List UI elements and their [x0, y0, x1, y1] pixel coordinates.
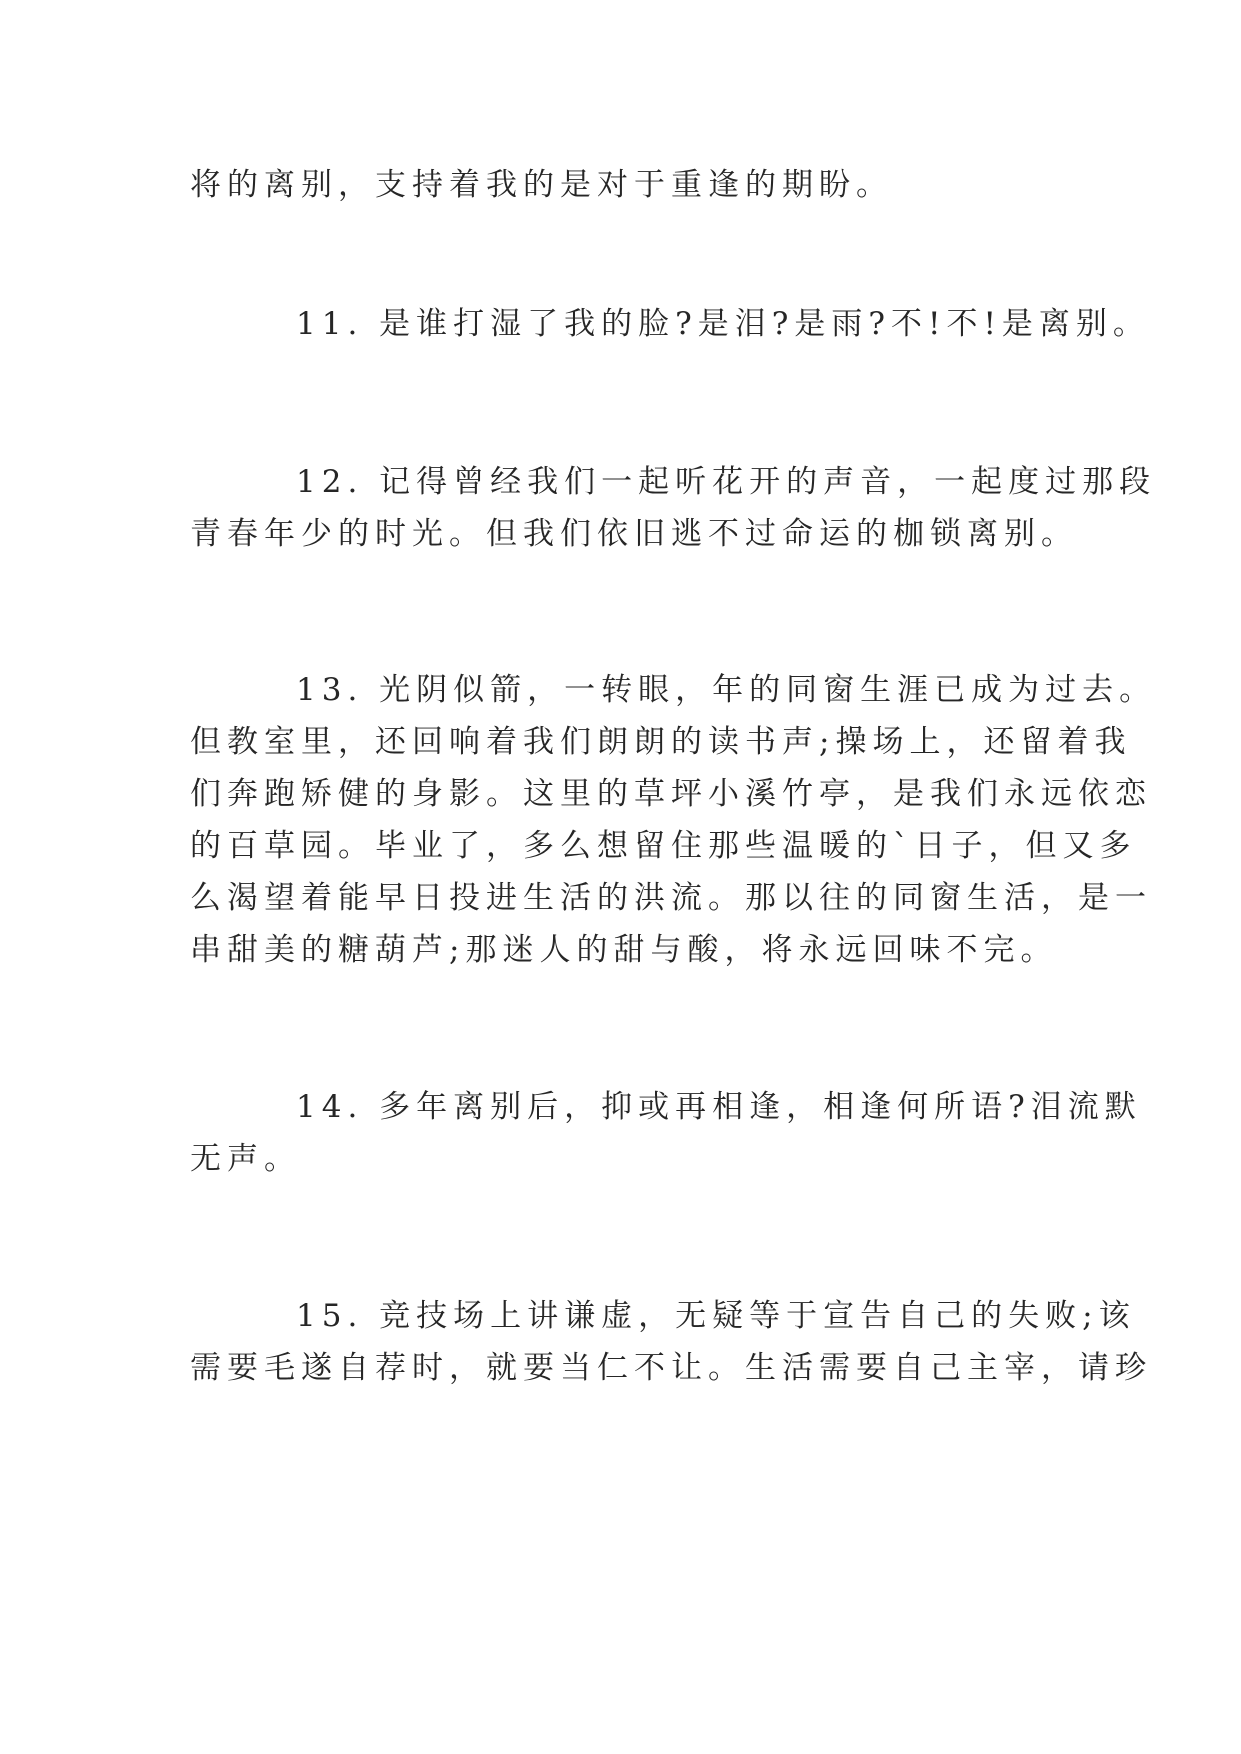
paragraph-line: 11. 是谁打湿了我的脸?是泪?是雨?不!不!是离别。 [296, 306, 1150, 342]
paragraph-line: 但教室里，还回响着我们朗朗的读书声;操场上，还留着我 [190, 724, 1132, 760]
paragraph-line: 14. 多年离别后，抑或再相逢，相逢何所语?泪流默 [296, 1089, 1142, 1125]
paragraph-line: 将的离别，支持着我的是对于重逢的期盼。 [190, 167, 893, 203]
paragraph-line: 需要毛遂自荐时，就要当仁不让。生活需要自己主宰，请珍 [190, 1350, 1152, 1386]
paragraph-line: 么渴望着能早日投进生活的洪流。那以往的同窗生活，是一 [190, 880, 1152, 916]
paragraph-line: 们奔跑矫健的身影。这里的草坪小溪竹亭，是我们永远依恋 [190, 776, 1152, 812]
paragraph-line: 串甜美的糖葫芦;那迷人的甜与酸，将永远回味不完。 [190, 932, 1058, 968]
paragraph-line: 无声。 [190, 1141, 301, 1177]
paragraph-line: 12. 记得曾经我们一起听花开的声音，一起度过那段 [296, 464, 1157, 500]
paragraph-line: 13. 光阴似箭，一转眼，年的同窗生涯已成为过去。 [296, 672, 1157, 708]
paragraph-line: 青春年少的时光。但我们依旧逃不过命运的枷锁离别。 [190, 516, 1078, 552]
paragraph-line: 的百草园。毕业了，多么想留住那些温暖的`日子，但又多 [190, 828, 1137, 864]
paragraph-line: 15. 竞技场上讲谦虚，无疑等于宣告自己的失败;该 [296, 1298, 1136, 1334]
